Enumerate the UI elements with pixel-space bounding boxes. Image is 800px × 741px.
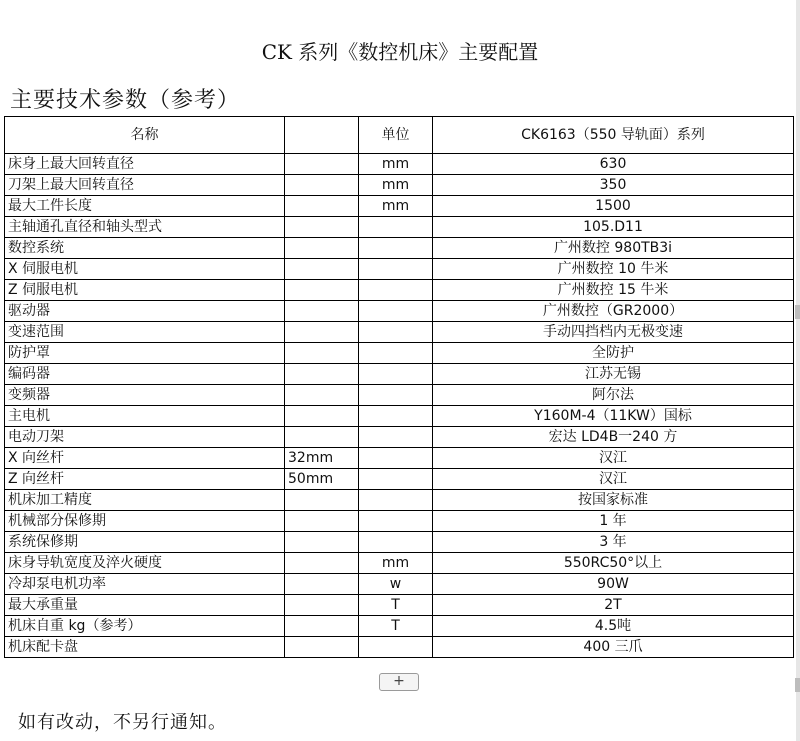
- row-note-cell: [285, 427, 359, 448]
- row-note-cell: [285, 385, 359, 406]
- scroll-marker: [795, 305, 800, 319]
- row-name-cell: 机床加工精度: [5, 490, 285, 511]
- row-value-cell: 1500: [433, 196, 794, 217]
- row-value-cell: 江苏无锡: [433, 364, 794, 385]
- row-unit-cell: [359, 343, 433, 364]
- row-note-cell: 50mm: [285, 469, 359, 490]
- row-value-cell: 广州数控 15 牛米: [433, 280, 794, 301]
- row-name-cell: 最大工件长度: [5, 196, 285, 217]
- row-note-cell: [285, 511, 359, 532]
- header-unit: 单位: [359, 117, 433, 154]
- section-subtitle: 主要技术参数（参考）: [10, 88, 241, 113]
- table-row: [5, 343, 794, 364]
- row-name-cell: X 向丝杆: [5, 448, 285, 469]
- row-note-cell: [285, 364, 359, 385]
- row-value-cell: 汉江: [433, 448, 794, 469]
- row-note-cell: [285, 322, 359, 343]
- row-value-cell: 105.D11: [433, 217, 794, 238]
- table-row: [5, 385, 794, 406]
- row-unit-cell: [359, 280, 433, 301]
- window-right-edge: [796, 0, 800, 741]
- row-unit-cell: [359, 238, 433, 259]
- row-unit-cell: mm: [359, 553, 433, 574]
- table-row: [5, 364, 794, 385]
- row-note-cell: [285, 637, 359, 658]
- row-name-cell: 最大承重量: [5, 595, 285, 616]
- table-row: [5, 595, 794, 616]
- header-note: [285, 117, 359, 154]
- row-note-cell: [285, 175, 359, 196]
- header-value: CK6163（550 导轨面）系列: [433, 117, 794, 154]
- row-unit-cell: [359, 259, 433, 280]
- row-note-cell: [285, 280, 359, 301]
- table-row: [5, 448, 794, 469]
- row-name-cell: 冷却泵电机功率: [5, 574, 285, 595]
- spec-table: [4, 116, 794, 658]
- row-unit-cell: [359, 490, 433, 511]
- row-name-cell: 床身上最大回转直径: [5, 154, 285, 175]
- row-value-cell: 2T: [433, 595, 794, 616]
- row-note-cell: [285, 406, 359, 427]
- row-name-cell: 变频器: [5, 385, 285, 406]
- row-unit-cell: [359, 637, 433, 658]
- table-row: [5, 469, 794, 490]
- row-unit-cell: mm: [359, 154, 433, 175]
- row-value-cell: 广州数控 980TB3i: [433, 238, 794, 259]
- row-value-cell: 550RC50°以上: [433, 553, 794, 574]
- table-row: [5, 616, 794, 637]
- row-unit-cell: mm: [359, 175, 433, 196]
- row-value-cell: Y160M-4（11KW）国标: [433, 406, 794, 427]
- row-note-cell: [285, 217, 359, 238]
- row-value-cell: 宏达 LD4B一240 方: [433, 427, 794, 448]
- row-note-cell: [285, 553, 359, 574]
- row-unit-cell: [359, 511, 433, 532]
- row-value-cell: 90W: [433, 574, 794, 595]
- row-name-cell: 电动刀架: [5, 427, 285, 448]
- row-name-cell: 主电机: [5, 406, 285, 427]
- row-value-cell: 350: [433, 175, 794, 196]
- row-name-cell: 系统保修期: [5, 532, 285, 553]
- row-unit-cell: [359, 364, 433, 385]
- table-row: [5, 259, 794, 280]
- row-name-cell: Z 向丝杆: [5, 469, 285, 490]
- row-unit-cell: [359, 469, 433, 490]
- row-value-cell: 手动四挡档内无极变速: [433, 322, 794, 343]
- row-unit-cell: [359, 406, 433, 427]
- table-header-row: [5, 117, 794, 154]
- row-name-cell: 刀架上最大回转直径: [5, 175, 285, 196]
- row-note-cell: [285, 595, 359, 616]
- row-value-cell: 1 年: [433, 511, 794, 532]
- row-name-cell: 驱动器: [5, 301, 285, 322]
- row-unit-cell: [359, 385, 433, 406]
- row-note-cell: 32mm: [285, 448, 359, 469]
- table-row: [5, 280, 794, 301]
- row-name-cell: 机床配卡盘: [5, 637, 285, 658]
- table-row: [5, 217, 794, 238]
- row-name-cell: 防护罩: [5, 343, 285, 364]
- row-note-cell: [285, 574, 359, 595]
- header-name: 名称: [5, 117, 285, 154]
- table-row: [5, 322, 794, 343]
- table-row: [5, 553, 794, 574]
- table-row: [5, 238, 794, 259]
- row-value-cell: 630: [433, 154, 794, 175]
- row-unit-cell: [359, 532, 433, 553]
- row-name-cell: 机械部分保修期: [5, 511, 285, 532]
- row-note-cell: [285, 490, 359, 511]
- table-row: [5, 427, 794, 448]
- row-note-cell: [285, 532, 359, 553]
- row-unit-cell: [359, 448, 433, 469]
- add-row-button[interactable]: +: [379, 673, 419, 691]
- row-note-cell: [285, 196, 359, 217]
- row-unit-cell: [359, 217, 433, 238]
- scroll-marker: [795, 678, 800, 692]
- row-note-cell: [285, 238, 359, 259]
- row-name-cell: 主轴通孔直径和轴头型式: [5, 217, 285, 238]
- row-value-cell: 汉江: [433, 469, 794, 490]
- table-row: [5, 154, 794, 175]
- row-unit-cell: [359, 301, 433, 322]
- row-unit-cell: T: [359, 595, 433, 616]
- row-note-cell: [285, 154, 359, 175]
- row-name-cell: Z 伺服电机: [5, 280, 285, 301]
- table-row: [5, 637, 794, 658]
- row-name-cell: 变速范围: [5, 322, 285, 343]
- row-note-cell: [285, 259, 359, 280]
- row-value-cell: 广州数控 10 牛米: [433, 259, 794, 280]
- row-unit-cell: mm: [359, 196, 433, 217]
- row-unit-cell: [359, 322, 433, 343]
- table-row: [5, 574, 794, 595]
- row-value-cell: 4.5吨: [433, 616, 794, 637]
- row-name-cell: 机床自重 kg（参考）: [5, 616, 285, 637]
- row-unit-cell: T: [359, 616, 433, 637]
- row-note-cell: [285, 343, 359, 364]
- row-value-cell: 阿尔法: [433, 385, 794, 406]
- row-value-cell: 广州数控（GR2000）: [433, 301, 794, 322]
- row-value-cell: 3 年: [433, 532, 794, 553]
- document-title: CK 系列《数控机床》主要配置: [261, 40, 539, 64]
- table-row: [5, 490, 794, 511]
- row-value-cell: 全防护: [433, 343, 794, 364]
- row-note-cell: [285, 616, 359, 637]
- table-row: [5, 532, 794, 553]
- row-name-cell: 编码器: [5, 364, 285, 385]
- row-note-cell: [285, 301, 359, 322]
- table-row: [5, 301, 794, 322]
- table-row: [5, 511, 794, 532]
- row-name-cell: 数控系统: [5, 238, 285, 259]
- spec-table-body: [5, 117, 794, 658]
- row-value-cell: 400 三爪: [433, 637, 794, 658]
- row-unit-cell: w: [359, 574, 433, 595]
- table-row: [5, 175, 794, 196]
- table-row: [5, 406, 794, 427]
- row-name-cell: X 伺服电机: [5, 259, 285, 280]
- row-name-cell: 床身导轨宽度及淬火硬度: [5, 553, 285, 574]
- footer-note: 如有改动，不另行通知。: [18, 712, 227, 733]
- row-value-cell: 按国家标准: [433, 490, 794, 511]
- table-row: [5, 196, 794, 217]
- row-unit-cell: [359, 427, 433, 448]
